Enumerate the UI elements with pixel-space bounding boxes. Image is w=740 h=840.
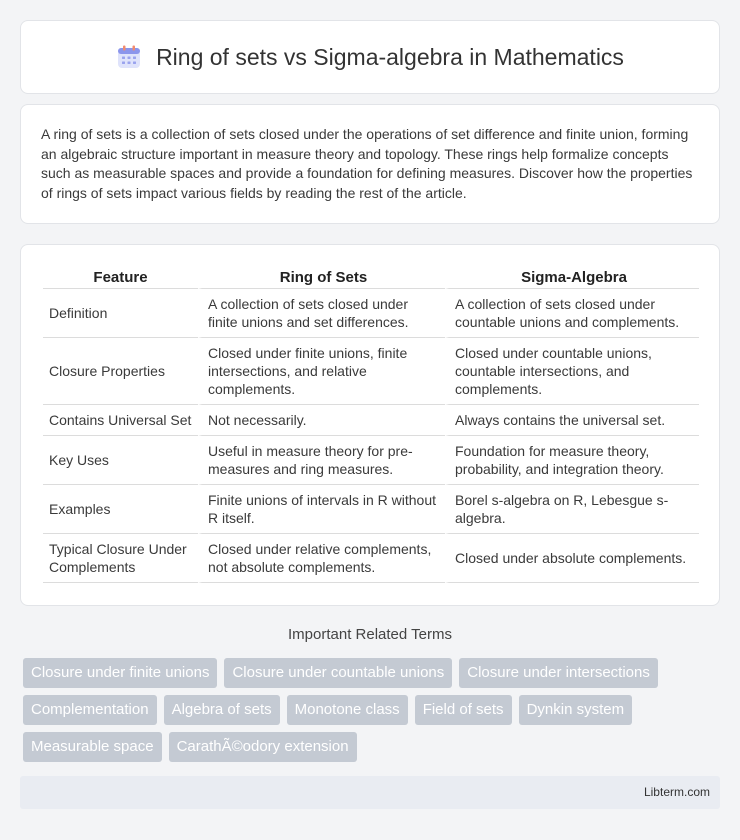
table-cell: A collection of sets closed under finite unions and set differences. <box>198 289 445 338</box>
related-term-tag[interactable]: Measurable space <box>23 732 162 762</box>
table-row <box>43 485 699 534</box>
related-term-tag[interactable]: Closure under countable unions <box>224 658 452 688</box>
related-term-tag[interactable]: Dynkin system <box>519 695 633 725</box>
table-header-row <box>43 263 699 289</box>
table-cell: A collection of sets closed under countable unions and complements. <box>445 289 699 338</box>
column-header: Feature <box>43 263 198 289</box>
calendar-icon <box>116 44 142 70</box>
table-row <box>43 289 699 338</box>
table-cell: Closed under relative complements, not absolute complements. <box>198 534 445 583</box>
table-cell: Closed under finite unions, finite intersections, and relative complements. <box>198 338 445 405</box>
comparison-table <box>43 263 699 583</box>
table-row <box>43 534 699 583</box>
table-row <box>43 338 699 405</box>
related-term-tag[interactable]: Closure under intersections <box>459 658 658 688</box>
table-cell: Always contains the universal set. <box>445 405 699 436</box>
table-row <box>43 405 699 436</box>
table-cell: Useful in measure theory for pre-measures and ring measures. <box>198 436 445 485</box>
header-card <box>20 20 720 94</box>
intro-text: A ring of sets is a collection of sets closed under the operations of set difference and finite union, forming an algebraic structure important in measure theory and topology. These rings help formalize concepts such as measurable spaces and provide a foundation for defining measures. Discover how the properties of rings of sets impact various fields by reading the rest of the article. <box>41 126 693 201</box>
intro-card <box>20 104 720 224</box>
table-cell: Contains Universal Set <box>43 405 198 436</box>
comparison-table-card <box>20 244 720 606</box>
related-term-tag[interactable]: Complementation <box>23 695 157 725</box>
table-cell: Key Uses <box>43 436 198 485</box>
footer <box>20 776 720 809</box>
related-term-tag[interactable]: CarathÃ©odory extension <box>169 732 357 762</box>
table-cell: Finite unions of intervals in R without R itself. <box>198 485 445 534</box>
table-cell: Examples <box>43 485 198 534</box>
table-cell: Not necessarily. <box>198 405 445 436</box>
related-terms-list <box>23 658 723 762</box>
column-header: Sigma-Algebra <box>445 263 699 289</box>
table-cell: Definition <box>43 289 198 338</box>
table-cell: Foundation for measure theory, probability, and integration theory. <box>445 436 699 485</box>
column-header: Ring of Sets <box>198 263 445 289</box>
table-row <box>43 436 699 485</box>
related-term-tag[interactable]: Closure under finite unions <box>23 658 217 688</box>
table-cell: Borel s-algebra on R, Lebesgue s-algebra. <box>445 485 699 534</box>
related-term-tag[interactable]: Monotone class <box>287 695 408 725</box>
table-cell: Closed under countable unions, countable intersections, and complements. <box>445 338 699 405</box>
related-term-tag[interactable]: Field of sets <box>415 695 512 725</box>
table-cell: Closed under absolute complements. <box>445 534 699 583</box>
related-terms-heading: Important Related Terms <box>288 626 452 643</box>
related-term-tag[interactable]: Algebra of sets <box>164 695 280 725</box>
table-cell: Closure Properties <box>43 338 198 405</box>
page-title: Ring of sets vs Sigma-algebra in Mathematics <box>156 43 624 70</box>
footer-site-link[interactable]: Libterm.com <box>643 785 710 799</box>
table-cell: Typical Closure Under Complements <box>43 534 198 583</box>
